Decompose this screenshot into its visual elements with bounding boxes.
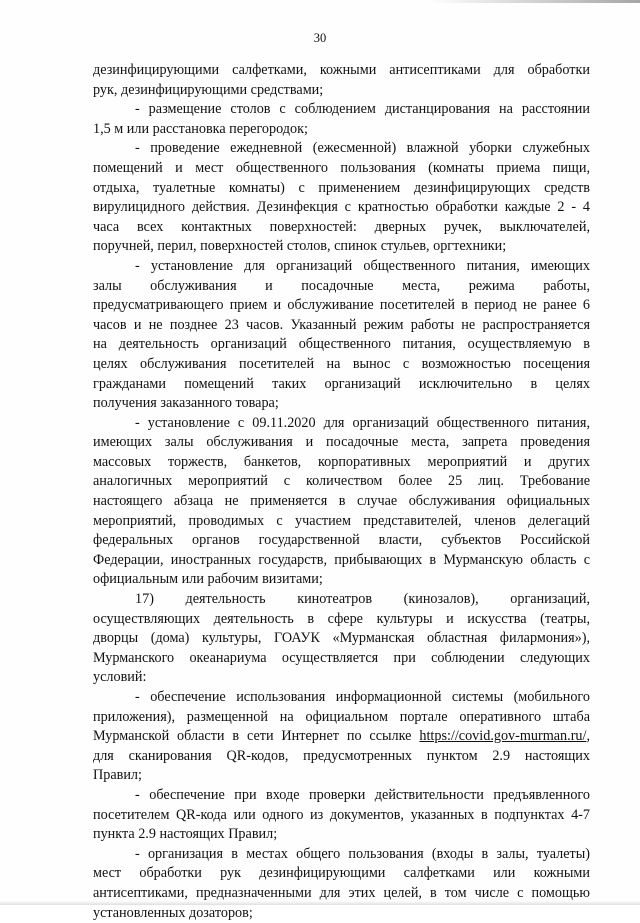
text-line: рук, дезинфицирующими средствами; bbox=[93, 81, 324, 98]
page-number: 30 bbox=[313, 31, 327, 45]
text-line: имеющих залы обслуживания и посадочные места, запрета проведения bbox=[93, 434, 590, 451]
text-segment: Мурманской области в сети Интернет по ссылке bbox=[93, 728, 420, 745]
text-line: вирулицидного действия. Дезинфекция с кратностью обработки каждые 2 - 4 bbox=[93, 199, 590, 216]
text-line: аналогичных мероприятий с количеством более 25 лиц. Требование bbox=[93, 473, 590, 490]
text-line: пункта 2.9 настоящих Правил; bbox=[93, 826, 278, 843]
text-line: Правил; bbox=[93, 767, 142, 784]
text-line: на деятельность организаций общественного питания, осуществляемую в bbox=[93, 336, 590, 353]
text-line: часа всех контактных поверхностей: дверных ручек, выключателей, bbox=[93, 218, 590, 235]
covid-portal-link[interactable]: https://covid.gov-murman.ru/ bbox=[419, 728, 587, 745]
text-line: дезинфицирующими салфетками, кожными антисептиками для обработки bbox=[93, 62, 590, 78]
text-line: - размещение столов с соблюдением дистанцирования на расстоянии bbox=[135, 101, 590, 118]
text-line: мест обработки рук дезинфицирующими салфетками или кожными bbox=[93, 865, 590, 882]
text-line: федеральных органов государственной власти, субъектов Российской bbox=[93, 532, 590, 549]
text-line: целях обслуживания посетителей на вынос с возможностью посещения bbox=[93, 355, 590, 372]
text-line: гражданами помещений таких организаций исключительно в целях bbox=[93, 375, 590, 392]
text-line: отдыха, туалетные комнаты) с применением дезинфицирующих средств bbox=[93, 179, 590, 196]
scan-edge-shadow-top bbox=[430, 0, 640, 3]
text-line: 1,5 м или расстановка перегородок; bbox=[93, 120, 308, 137]
text-line: осуществляющих деятельность в сфере культуры и искусства (театры, bbox=[93, 610, 590, 627]
text-line: получения заказанного товара; bbox=[93, 395, 279, 412]
text-line: установленных дозаторов; bbox=[93, 904, 253, 921]
text-line: настоящего абзаца не применяется в случае обслуживания официальных bbox=[93, 493, 590, 510]
text-line: часов и не позднее 23 часов. Указанный режим работы не распространяется bbox=[93, 316, 590, 333]
text-line: Федерации, иностранных государств, прибывающих в Мурманскую область с bbox=[93, 551, 590, 568]
text-line: - организация в местах общего пользования (входы в залы, туалеты) bbox=[135, 845, 590, 862]
text-line: антисептиками, предназначенными для этих целей, в том числе с помощью bbox=[93, 884, 590, 901]
text-line: 17) деятельность кинотеатров (кинозалов), организаций, bbox=[135, 591, 590, 608]
text-line: для сканирования QR-кодов, предусмотренных пунктом 2.9 настоящих bbox=[93, 747, 590, 764]
text-line: помещений и мест общественного пользования (комнаты приема пищи, bbox=[93, 159, 590, 176]
document-body bbox=[93, 61, 590, 923]
text-line: - проведение ежедневной (ежесменной) влажной уборки служебных bbox=[135, 140, 590, 157]
text-line: дворцы (дома) культуры, ГОАУК «Мурманская областная филармония»), bbox=[93, 630, 590, 647]
text-line: приложения), размещенной на официальном портале оперативного штаба bbox=[93, 708, 590, 725]
text-line: - установление для организаций общественного питания, имеющих bbox=[135, 257, 590, 274]
text-segment: , bbox=[586, 728, 590, 745]
text-line bbox=[93, 727, 590, 747]
text-line: официальным или рабочим визитами; bbox=[93, 571, 323, 588]
text-line: посетителем QR-кода или одного из документов, указанных в подпунктах 4-7 bbox=[93, 806, 590, 823]
text-line: - обеспечение при входе проверки действительности предъявленного bbox=[135, 786, 590, 803]
text-line: залы обслуживания и посадочные места, режима работы, bbox=[93, 277, 590, 294]
scan-edge-shadow-bottom bbox=[0, 901, 640, 905]
text-line: предусматривающего прием и обслуживание посетителей в период не ранее 6 bbox=[93, 297, 590, 314]
text-line: Мурманского океанариума осуществляется при соблюдении следующих bbox=[93, 649, 590, 666]
text-line: - установление с 09.11.2020 для организаций общественного питания, bbox=[135, 414, 590, 431]
text-line: массовых торжеств, банкетов, корпоративных мероприятий и других bbox=[93, 453, 590, 470]
text-line: поручней, перил, поверхностей столов, спинок стульев, оргтехники; bbox=[93, 238, 507, 255]
text-line: условий: bbox=[93, 669, 147, 686]
text-line: мероприятий, проводимых с участием представителей, членов делегаций bbox=[93, 512, 590, 529]
text-line: - обеспечение использования информационной системы (мобильного bbox=[135, 689, 590, 705]
